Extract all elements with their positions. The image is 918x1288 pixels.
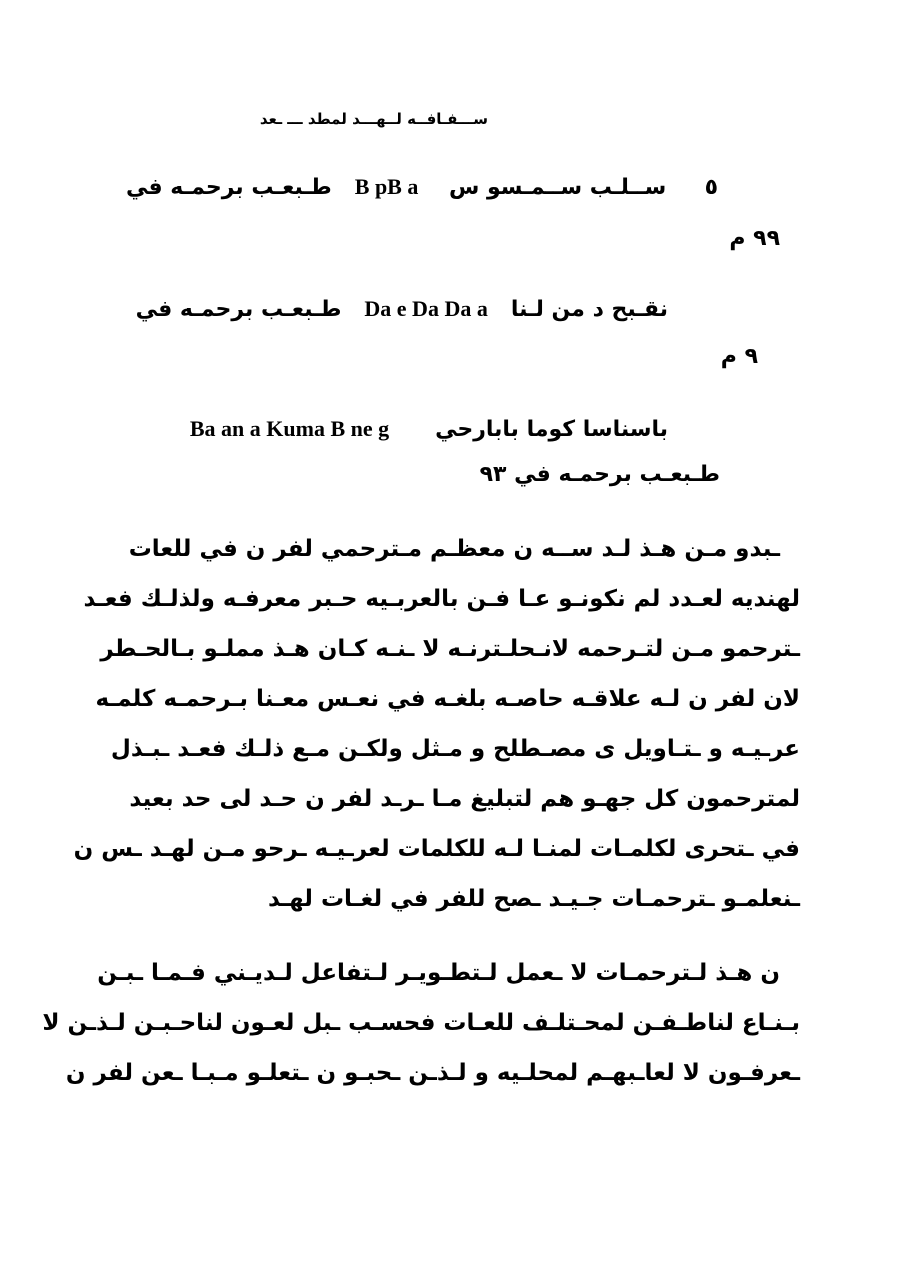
- paragraph-line: بـنـاع لناطـفـن لمحـتلـف للعـات فحسـب ـبل لعـون لناحـبـن لـذـن لا: [42, 1010, 800, 1036]
- reference-entry-2: [136, 294, 668, 325]
- reference-author-arabic: ســلـب ســمـسو س: [449, 175, 667, 200]
- reference-publication: طـبعـب برحمـه في ٩٣: [479, 462, 720, 487]
- reference-1-year: [729, 224, 780, 254]
- running-header: [260, 104, 488, 134]
- reference-year: ٩٩ م: [729, 226, 780, 251]
- running-header-text: ســـفـافــه لــهـــد لمطد ـــ ـعد: [259, 110, 488, 128]
- reference-publication: طـبعـب برحمـه في: [135, 297, 342, 322]
- reference-author-latin: B pB a: [354, 174, 419, 199]
- reference-author-arabic: نقـبح د من لـنا: [510, 297, 668, 322]
- paragraph-line: ـترحمو مـن لتـرحمه لانـحلـترنـه لا ـنـه كـان هـذ مملـو بـالحـطر: [100, 636, 800, 662]
- reference-entry-3: [190, 414, 668, 445]
- reference-3-publication: [480, 460, 720, 490]
- paragraph-line: لان لفر ن لـه علاقـه حاصـه بلغـه في نعـس معـنا بـرحمـه كلمـه: [95, 686, 800, 712]
- paragraph-line: لهنديه لعـدد لم نكونـو عـا فـن بالعربـيه حـبر معرفـه ولذلـك فعـد: [83, 586, 800, 612]
- paragraph-line: ـبدو مـن هـذ لـد ســه ن معظـم مـترحمي لفر ن في للعات: [128, 536, 780, 562]
- paragraph-line: لمترحمون كل جهـو هم لتبليغ مـا ـرـد لفر ن حـد لى حد بعيد: [129, 786, 800, 812]
- reference-2-year: [721, 342, 758, 372]
- reference-year: ٩ م: [720, 344, 758, 369]
- reference-number: ٥: [704, 175, 718, 200]
- reference-publication: طـبعـب برحمـه في: [125, 175, 332, 200]
- reference-entry-1: [126, 172, 718, 203]
- paragraph-line: ـنعلمـو ـترحمـات جـيـد ـصح للفر في لغـات لهـد: [267, 886, 800, 912]
- reference-author-arabic: باسناسا كوما بابارحي: [435, 417, 668, 442]
- paragraph-line: ـعرفـون لا لعاـبهـم لمحلـيه و لـذـن ـحبـو ن ـتعلـو مـبـا ـعن لفر ن: [65, 1060, 800, 1086]
- paragraph-line: ن هـذ لـترحمـات لا ـعمل لـتطـويـر لـتفاعل لـديـني فـمـا ـبـن: [97, 960, 780, 986]
- paragraph-line: في ـتحرى لكلمـات لمنـا لـه للكلمات لعرـيـه ـرحو مـن لهـد ـس ن: [73, 836, 800, 862]
- reference-author-latin: Da e Da Da a: [364, 296, 488, 321]
- reference-author-latin: Ba an a Kuma B ne g: [189, 416, 390, 441]
- paragraph-line: عرـيـه و ـتـاويل ى مصـطلح و مـثل ولكـن مـع ذلـك فعـد ـبـذل: [110, 736, 800, 762]
